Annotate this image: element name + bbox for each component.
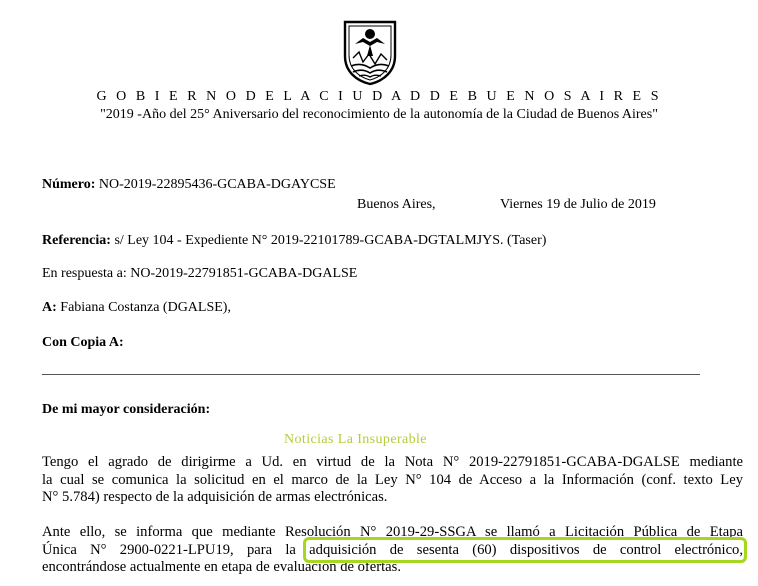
respuesta-label: En respuesta a: <box>42 266 127 281</box>
referencia-value: s/ Ley 104 - Expediente N° 2019-22101789-GCABA-DGTALMJYS. (Taser) <box>114 233 547 248</box>
addressee-label: A: <box>42 300 57 315</box>
respuesta-line <box>42 266 357 282</box>
numero-label: Número: <box>42 177 96 192</box>
date: Viernes 19 de Julio de 2019 <box>500 197 656 212</box>
watermark: Noticias La Insuperable <box>284 432 427 447</box>
city-coat-of-arms-icon <box>341 18 399 86</box>
paragraph-1-line: la cual se comunica la solicitud en el marco de la Ley N° 104 de Acceso a la Información (conf. texto Ley <box>42 471 743 488</box>
paragraph-1-line: Tengo el agrado de dirigirme a Ud. en virtud de la Nota N° 2019-22791851-GCABA-DGALSE mediante <box>42 454 743 470</box>
paragraph-2-line: Ante ello, se informa que mediante Resolución N° 2019-29-SSGA se llamó a Licitación Pública de Etapa <box>42 524 743 540</box>
paragraph-1-line: N° 5.784) respecto de la adquisición de armas electrónicas. <box>42 489 388 505</box>
referencia-label: Referencia: <box>42 233 111 248</box>
place: Buenos Aires, <box>357 197 436 212</box>
numero-line <box>42 177 336 193</box>
addressee-line <box>42 300 231 316</box>
highlight-box <box>303 537 747 563</box>
government-heading: G O B I E R N O D E L A C I U D A D D E B U E N O S A I R E S <box>96 89 662 104</box>
addressee-value: Fabiana Costanza (DGALSE), <box>60 300 231 315</box>
numero-value: NO-2019-22895436-GCABA-DGAYCSE <box>98 177 336 192</box>
anniversary-motto: "2019 -Año del 25° Aniversario del reconocimiento de la autonomía de la Ciudad de Buenos Aires" <box>100 107 658 122</box>
paragraph-1 <box>42 454 743 507</box>
paragraph-2-line: Única N° 2900-0221-LPU19, para la adquisición de sesenta (60) dispositivos de control electrónico, <box>42 541 743 558</box>
paragraph-2-line: encontrándose actualmente en etapa de evaluación de ofertas. <box>42 559 401 575</box>
salutation: De mi mayor consideración: <box>42 402 211 417</box>
copia-label: Con Copia A: <box>42 335 124 350</box>
respuesta-value: NO-2019-22791851-GCABA-DGALSE <box>130 266 358 281</box>
referencia-line <box>42 233 546 249</box>
separator-rule <box>42 374 700 375</box>
